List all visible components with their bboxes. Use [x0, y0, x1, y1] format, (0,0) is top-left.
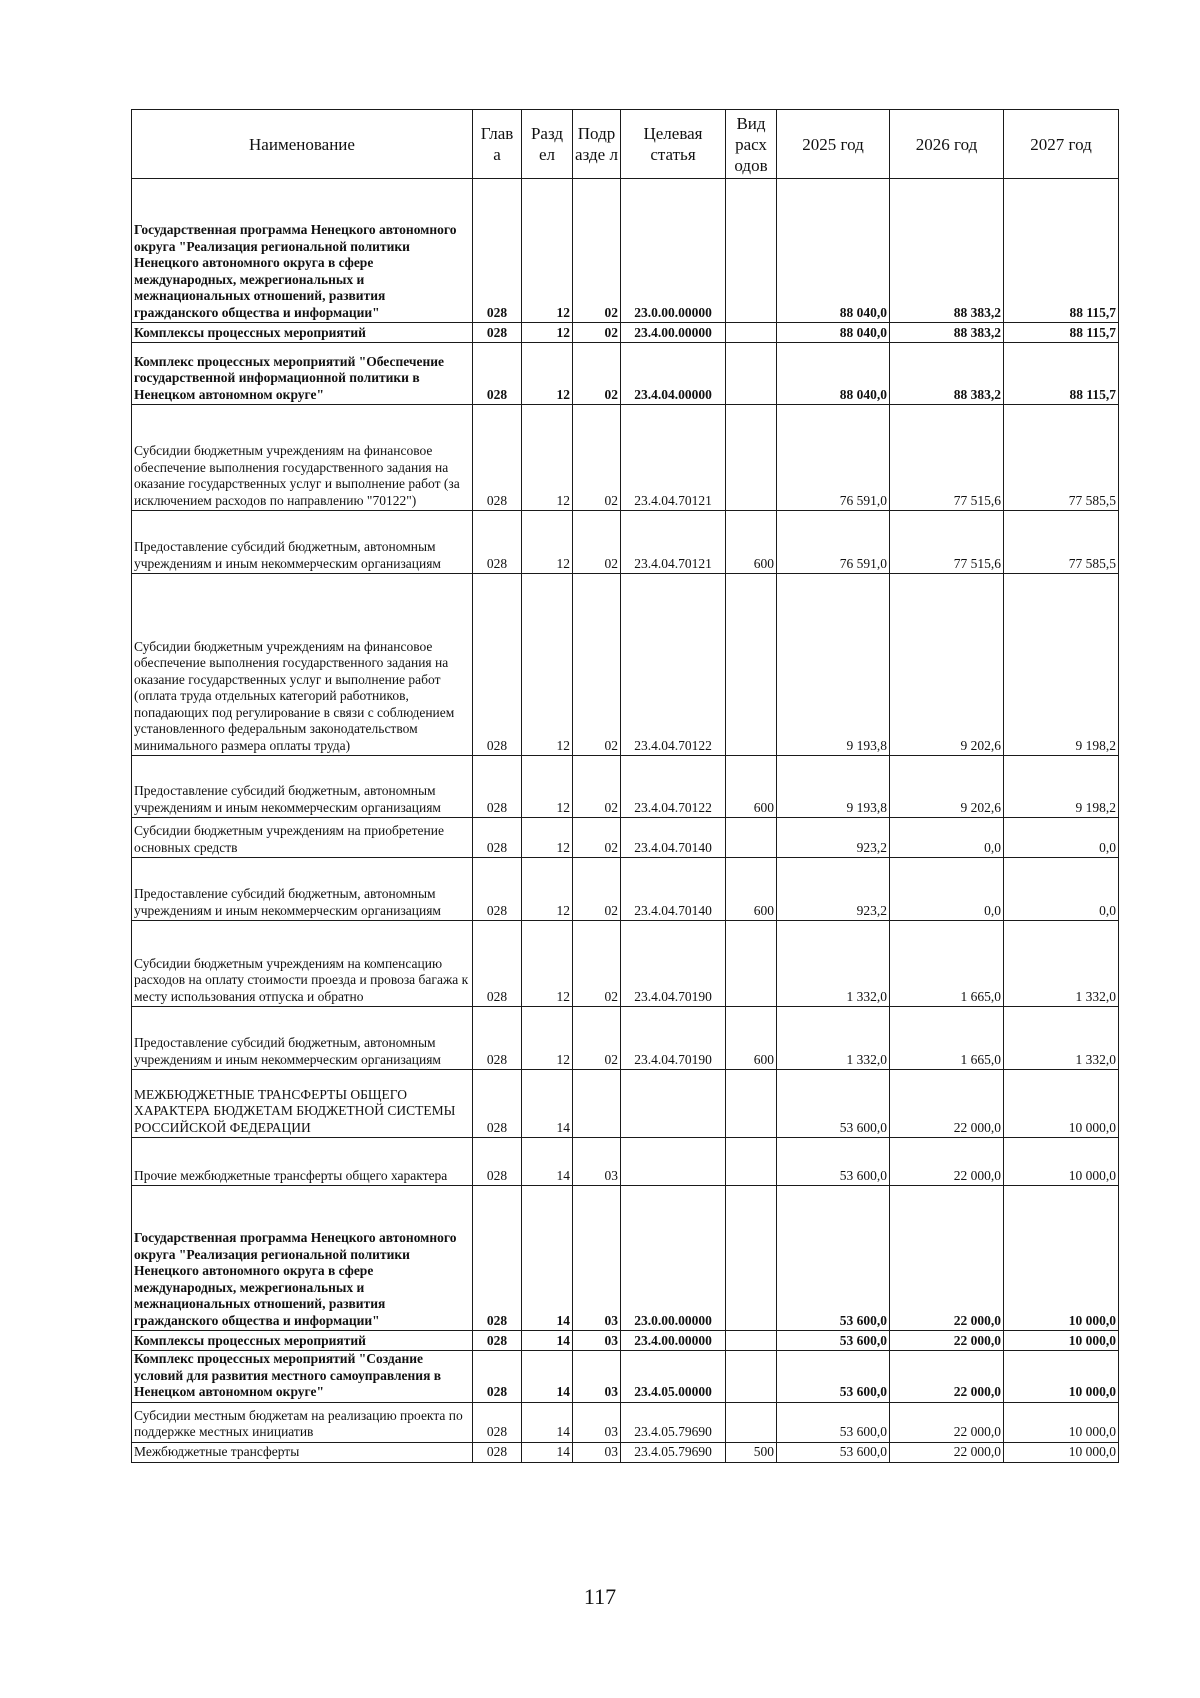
row-razdel: 14: [522, 1331, 573, 1351]
row-year-2027: 0,0: [1004, 858, 1119, 921]
row-target-article: 23.4.00.00000: [621, 323, 726, 343]
row-glava: 028: [473, 1402, 522, 1442]
row-year-2027: 9 198,2: [1004, 574, 1119, 756]
row-year-2027: 1 332,0: [1004, 1007, 1119, 1070]
row-razdel: 14: [522, 1138, 573, 1186]
row-year-2025: 923,2: [777, 858, 890, 921]
row-razdel: 12: [522, 511, 573, 574]
row-name: Комплексы процессных мероприятий: [132, 323, 473, 343]
row-year-2025: 9 193,8: [777, 574, 890, 756]
row-expense-type: [726, 405, 777, 511]
row-year-2026: 0,0: [890, 818, 1004, 858]
row-glava: 028: [473, 1070, 522, 1138]
row-year-2026: 1 665,0: [890, 1007, 1004, 1070]
table-row: [132, 1070, 1119, 1138]
row-target-article: 23.4.04.00000: [621, 343, 726, 405]
row-year-2027: 10 000,0: [1004, 1138, 1119, 1186]
row-year-2026: 9 202,6: [890, 756, 1004, 818]
row-podrazdel: 02: [573, 921, 621, 1007]
row-name: Субсидии бюджетным учреждениям на финансовое обеспечение выполнения государственного задания на оказание государственных услуг и выполнение работ (оплата труда отдельных категорий работников, попадающих под регулирование в связи с соблюдением установленного федеральным законодательством минимального размера оплаты труда): [132, 574, 473, 756]
row-year-2027: 9 198,2: [1004, 756, 1119, 818]
table-row: [132, 1138, 1119, 1186]
table-row: [132, 574, 1119, 756]
row-expense-type: [726, 574, 777, 756]
row-expense-type: 600: [726, 511, 777, 574]
row-razdel: 14: [522, 1402, 573, 1442]
row-year-2027: 0,0: [1004, 818, 1119, 858]
row-razdel: 12: [522, 574, 573, 756]
row-year-2026: 88 383,2: [890, 343, 1004, 405]
header-expense-type: Вид расх одов: [726, 110, 777, 179]
row-expense-type: [726, 1402, 777, 1442]
row-target-article: 23.0.00.00000: [621, 179, 726, 323]
row-podrazdel: 03: [573, 1442, 621, 1462]
row-glava: 028: [473, 818, 522, 858]
table-row: [132, 511, 1119, 574]
row-expense-type: 500: [726, 1442, 777, 1462]
row-razdel: 12: [522, 921, 573, 1007]
row-podrazdel: 03: [573, 1351, 621, 1403]
row-podrazdel: 02: [573, 343, 621, 405]
row-year-2026: 77 515,6: [890, 511, 1004, 574]
row-target-article: 23.4.04.70190: [621, 921, 726, 1007]
row-expense-type: [726, 1138, 777, 1186]
row-podrazdel: 02: [573, 511, 621, 574]
row-glava: 028: [473, 1007, 522, 1070]
row-glava: 028: [473, 756, 522, 818]
row-year-2025: 53 600,0: [777, 1186, 890, 1331]
row-year-2025: 53 600,0: [777, 1331, 890, 1351]
row-glava: 028: [473, 323, 522, 343]
header-name: Наименование: [132, 110, 473, 179]
row-expense-type: [726, 818, 777, 858]
row-razdel: 12: [522, 756, 573, 818]
budget-table: [131, 109, 1119, 1463]
row-razdel: 14: [522, 1442, 573, 1462]
row-glava: 028: [473, 858, 522, 921]
row-expense-type: [726, 1186, 777, 1331]
row-podrazdel: 02: [573, 405, 621, 511]
row-razdel: 12: [522, 818, 573, 858]
row-year-2027: 77 585,5: [1004, 511, 1119, 574]
row-year-2025: 1 332,0: [777, 1007, 890, 1070]
table-row: [132, 1331, 1119, 1351]
row-year-2027: 10 000,0: [1004, 1186, 1119, 1331]
row-target-article: 23.4.04.70121: [621, 511, 726, 574]
row-expense-type: [726, 921, 777, 1007]
header-year-2025: 2025 год: [777, 110, 890, 179]
row-name: Комплекс процессных мероприятий "Обеспечение государственной информационной политики в Ненецком автономном округе": [132, 343, 473, 405]
row-expense-type: [726, 1331, 777, 1351]
row-razdel: 14: [522, 1070, 573, 1138]
row-expense-type: 600: [726, 1007, 777, 1070]
row-year-2027: 1 332,0: [1004, 921, 1119, 1007]
row-year-2027: 88 115,7: [1004, 343, 1119, 405]
row-expense-type: [726, 1070, 777, 1138]
row-expense-type: 600: [726, 756, 777, 818]
table-row: [132, 323, 1119, 343]
row-name: Государственная программа Ненецкого автономного округа "Реализация региональной политики Ненецкого автономного округа в сфере международных, межрегиональных и межнациональных отношений, развития гражданского общества и информации": [132, 179, 473, 323]
row-podrazdel: 02: [573, 574, 621, 756]
table-row: [132, 179, 1119, 323]
header-glava: Глав а: [473, 110, 522, 179]
row-name: Предоставление субсидий бюджетным, автономным учреждениям и иным некоммерческим организациям: [132, 1007, 473, 1070]
row-glava: 028: [473, 1351, 522, 1403]
table-body: [132, 179, 1119, 1463]
row-podrazdel: 02: [573, 179, 621, 323]
row-year-2027: 10 000,0: [1004, 1442, 1119, 1462]
row-name: Предоставление субсидий бюджетным, автономным учреждениям и иным некоммерческим организациям: [132, 858, 473, 921]
row-podrazdel: 03: [573, 1138, 621, 1186]
row-expense-type: [726, 179, 777, 323]
row-glava: 028: [473, 574, 522, 756]
row-target-article: 23.4.04.70122: [621, 574, 726, 756]
row-year-2027: 88 115,7: [1004, 323, 1119, 343]
row-year-2025: 923,2: [777, 818, 890, 858]
row-year-2026: 1 665,0: [890, 921, 1004, 1007]
row-name: Межбюджетные трансферты: [132, 1442, 473, 1462]
row-razdel: 14: [522, 1351, 573, 1403]
table-row: [132, 405, 1119, 511]
row-target-article: 23.4.04.70122: [621, 756, 726, 818]
row-razdel: 12: [522, 405, 573, 511]
row-year-2026: 22 000,0: [890, 1351, 1004, 1403]
row-target-article: 23.4.05.00000: [621, 1351, 726, 1403]
row-glava: 028: [473, 511, 522, 574]
row-year-2025: 88 040,0: [777, 323, 890, 343]
row-target-article: 23.0.00.00000: [621, 1186, 726, 1331]
header-target-article: Целевая статья: [621, 110, 726, 179]
row-podrazdel: 03: [573, 1331, 621, 1351]
row-year-2025: 76 591,0: [777, 405, 890, 511]
row-name: МЕЖБЮДЖЕТНЫЕ ТРАНСФЕРТЫ ОБЩЕГО ХАРАКТЕРА БЮДЖЕТАМ БЮДЖЕТНОЙ СИСТЕМЫ РОССИЙСКОЙ ФЕДЕРАЦИИ: [132, 1070, 473, 1138]
row-target-article: 23.4.04.70190: [621, 1007, 726, 1070]
row-year-2027: 10 000,0: [1004, 1402, 1119, 1442]
row-year-2026: 88 383,2: [890, 179, 1004, 323]
row-name: Субсидии бюджетным учреждениям на приобретение основных средств: [132, 818, 473, 858]
row-year-2026: 22 000,0: [890, 1186, 1004, 1331]
row-year-2026: 22 000,0: [890, 1402, 1004, 1442]
row-year-2026: 22 000,0: [890, 1070, 1004, 1138]
row-glava: 028: [473, 179, 522, 323]
row-year-2025: 53 600,0: [777, 1351, 890, 1403]
row-glava: 028: [473, 921, 522, 1007]
row-glava: 028: [473, 1186, 522, 1331]
row-podrazdel: [573, 1070, 621, 1138]
row-year-2026: 9 202,6: [890, 574, 1004, 756]
row-name: Комплекс процессных мероприятий "Создание условий для развития местного самоуправления в Ненецком автономном округе": [132, 1351, 473, 1403]
header-razdel: Разд ел: [522, 110, 573, 179]
row-razdel: 12: [522, 323, 573, 343]
table-row: [132, 818, 1119, 858]
row-glava: 028: [473, 343, 522, 405]
row-year-2025: 53 600,0: [777, 1070, 890, 1138]
page-number: 117: [583, 1584, 617, 1609]
table-row: [132, 1442, 1119, 1462]
row-year-2026: 77 515,6: [890, 405, 1004, 511]
table-row: [132, 1351, 1119, 1403]
row-podrazdel: 02: [573, 858, 621, 921]
table-row: [132, 858, 1119, 921]
row-podrazdel: 03: [573, 1402, 621, 1442]
row-target-article: 23.4.05.79690: [621, 1402, 726, 1442]
row-razdel: 14: [522, 1186, 573, 1331]
row-target-article: 23.4.04.70140: [621, 818, 726, 858]
row-target-article: 23.4.05.79690: [621, 1442, 726, 1462]
row-expense-type: 600: [726, 858, 777, 921]
row-glava: 028: [473, 405, 522, 511]
row-target-article: [621, 1070, 726, 1138]
row-podrazdel: 02: [573, 1007, 621, 1070]
row-name: Предоставление субсидий бюджетным, автономным учреждениям и иным некоммерческим организациям: [132, 511, 473, 574]
row-year-2025: 53 600,0: [777, 1442, 890, 1462]
row-razdel: 12: [522, 858, 573, 921]
row-target-article: [621, 1138, 726, 1186]
row-year-2025: 9 193,8: [777, 756, 890, 818]
row-year-2026: 88 383,2: [890, 323, 1004, 343]
row-year-2027: 77 585,5: [1004, 405, 1119, 511]
row-podrazdel: 02: [573, 323, 621, 343]
row-year-2025: 76 591,0: [777, 511, 890, 574]
table-row: [132, 1402, 1119, 1442]
row-year-2025: 88 040,0: [777, 179, 890, 323]
row-name: Субсидии местным бюджетам на реализацию проекта по поддержке местных инициатив: [132, 1402, 473, 1442]
row-glava: 028: [473, 1138, 522, 1186]
header-year-2026: 2026 год: [890, 110, 1004, 179]
row-year-2027: 10 000,0: [1004, 1070, 1119, 1138]
row-expense-type: [726, 1351, 777, 1403]
table-row: [132, 1007, 1119, 1070]
row-target-article: 23.4.04.70140: [621, 858, 726, 921]
row-year-2025: 53 600,0: [777, 1402, 890, 1442]
row-year-2027: 88 115,7: [1004, 179, 1119, 323]
row-year-2026: 22 000,0: [890, 1138, 1004, 1186]
row-target-article: 23.4.04.70121: [621, 405, 726, 511]
row-razdel: 12: [522, 1007, 573, 1070]
row-year-2025: 88 040,0: [777, 343, 890, 405]
header-year-2027: 2027 год: [1004, 110, 1119, 179]
table-row: [132, 756, 1119, 818]
row-year-2025: 1 332,0: [777, 921, 890, 1007]
row-year-2027: 10 000,0: [1004, 1351, 1119, 1403]
row-year-2025: 53 600,0: [777, 1138, 890, 1186]
row-name: Субсидии бюджетным учреждениям на компенсацию расходов на оплату стоимости проезда и провоза багажа к месту использования отпуска и обратно: [132, 921, 473, 1007]
row-podrazdel: 02: [573, 818, 621, 858]
row-year-2026: 22 000,0: [890, 1331, 1004, 1351]
row-razdel: 12: [522, 179, 573, 323]
row-name: Комплексы процессных мероприятий: [132, 1331, 473, 1351]
header-podrazdel: Подр азде л: [573, 110, 621, 179]
row-expense-type: [726, 323, 777, 343]
row-podrazdel: 02: [573, 756, 621, 818]
row-podrazdel: 03: [573, 1186, 621, 1331]
row-expense-type: [726, 343, 777, 405]
row-target-article: 23.4.00.00000: [621, 1331, 726, 1351]
row-glava: 028: [473, 1331, 522, 1351]
row-name: Прочие межбюджетные трансферты общего характера: [132, 1138, 473, 1186]
table-header-row: [132, 110, 1119, 179]
row-name: Государственная программа Ненецкого автономного округа "Реализация региональной политики Ненецкого автономного округа в сфере международных, межрегиональных и межнациональных отношений, развития гражданского общества и информации": [132, 1186, 473, 1331]
row-razdel: 12: [522, 343, 573, 405]
table-row: [132, 921, 1119, 1007]
row-glava: 028: [473, 1442, 522, 1462]
row-year-2026: 0,0: [890, 858, 1004, 921]
row-year-2027: 10 000,0: [1004, 1331, 1119, 1351]
table-row: [132, 343, 1119, 405]
row-name: Субсидии бюджетным учреждениям на финансовое обеспечение выполнения государственного задания на оказание государственных услуг и выполнение работ (за исключением расходов по направлению "70122"): [132, 405, 473, 511]
table-row: [132, 1186, 1119, 1331]
row-year-2026: 22 000,0: [890, 1442, 1004, 1462]
row-name: Предоставление субсидий бюджетным, автономным учреждениям и иным некоммерческим организациям: [132, 756, 473, 818]
